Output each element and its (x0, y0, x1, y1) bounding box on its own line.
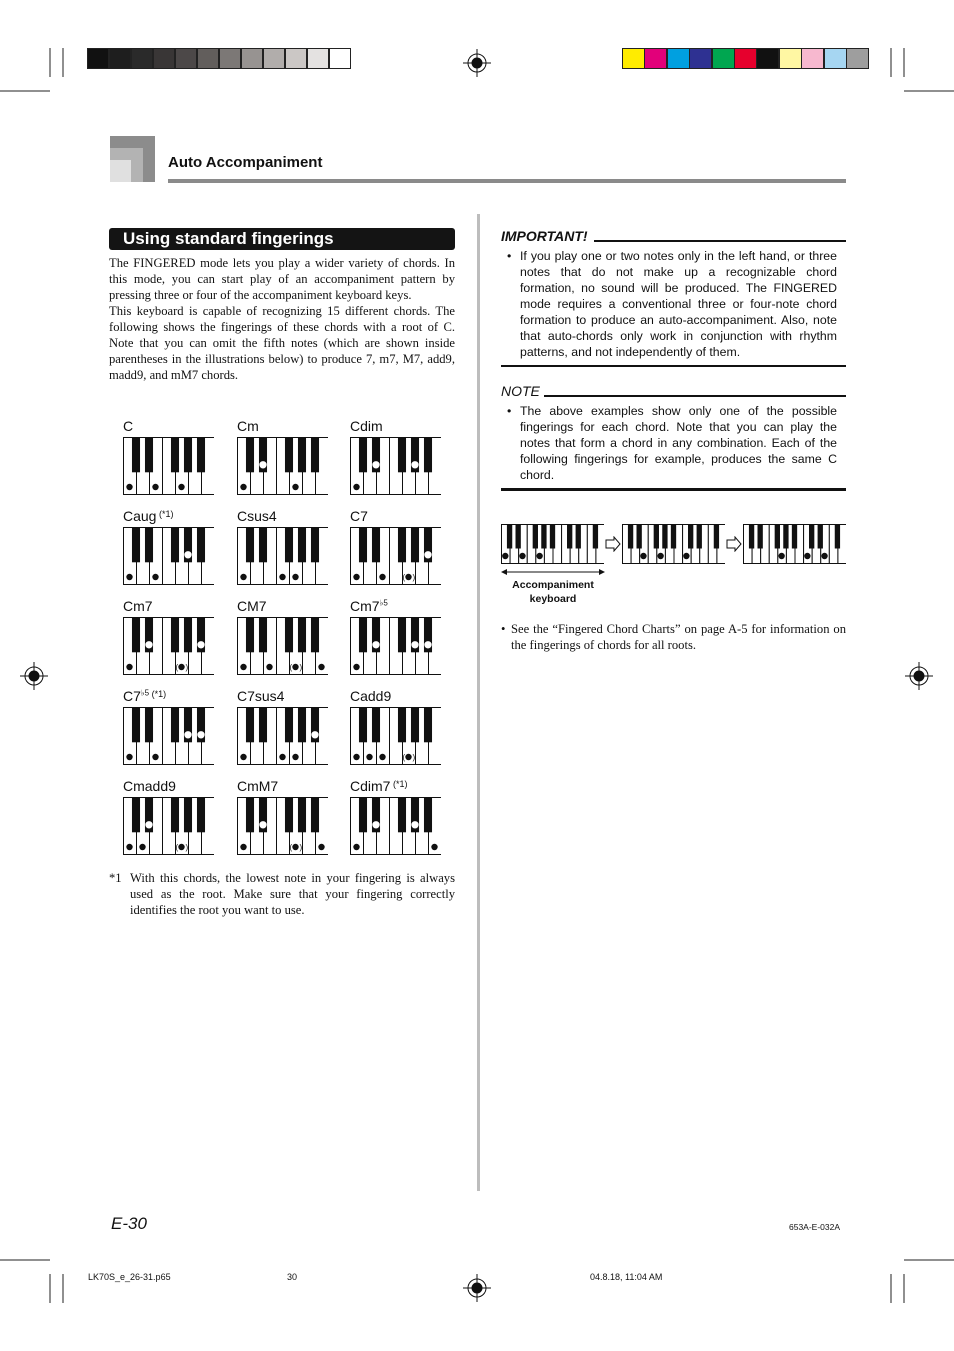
chord-diagram-cdim7 (350, 778, 441, 855)
black-key (411, 528, 419, 563)
black-key (424, 798, 432, 833)
finger-dot (126, 844, 132, 850)
chord-diagram-cm7-flat5 (350, 598, 441, 675)
finger-dot (260, 462, 266, 468)
chord-diagram-c (123, 418, 214, 495)
black-key (171, 438, 179, 473)
right-arrow-icon (726, 536, 742, 552)
chord-name-text: CmM7 (237, 778, 279, 794)
registration-mark-top (463, 49, 491, 77)
optional-note-paren-left: ( (175, 843, 179, 852)
accompaniment-label-line1: Accompaniment (512, 579, 594, 591)
black-key (298, 798, 306, 833)
optional-note-paren-right: ) (299, 663, 303, 672)
accompaniment-label-line2: keyboard (529, 593, 577, 605)
keyboard-diagram (237, 617, 328, 675)
optional-note-paren-right: ) (412, 753, 416, 762)
black-key (259, 618, 267, 653)
black-key (359, 438, 367, 473)
black-key (298, 528, 306, 563)
important-title: IMPORTANT! (501, 228, 588, 244)
finger-dot (146, 642, 152, 648)
finger-dot (312, 732, 318, 738)
chord-diagram-cm7 (237, 598, 328, 675)
black-key (372, 528, 380, 563)
header-rule (168, 179, 846, 183)
optional-note-paren-right: ) (185, 663, 189, 672)
footnote-text: With this chords, the lowest note in your fingering is always used as the root. Make sure that your fingering correctly identifies the root you want to use. (130, 871, 455, 917)
footnote-mark: *1 (109, 871, 122, 885)
finger-dot (260, 822, 266, 828)
chord-name (350, 508, 441, 524)
accompaniment-keyboard-example (743, 524, 846, 564)
black-key (132, 618, 140, 653)
optional-note-paren-left: ( (402, 753, 406, 762)
chord-name-text: C7 (123, 688, 141, 704)
optional-note-paren-left: ( (289, 843, 293, 852)
black-key (171, 618, 179, 653)
finger-dot (289, 843, 298, 852)
chord-diagram-csus4 (237, 508, 328, 585)
keyboard-range-arrow-icon (501, 566, 605, 578)
keyboard-diagram (123, 527, 214, 585)
finger-dot (126, 664, 132, 670)
chord-diagram-c7sus4 (237, 688, 328, 765)
finger-dot (178, 484, 184, 490)
chord-footnote-ref: (*1) (149, 689, 167, 699)
finger-dot (412, 822, 418, 828)
finger-dot (240, 754, 246, 760)
black-key (311, 798, 319, 833)
intro-paragraph-1: The FINGERED mode lets you play a wider variety of chords. In this mode, you can start play of an accompaniment pattern by pressing three or four of the accompaniment keyboard keys. (109, 256, 455, 302)
header-square-icon (110, 136, 155, 182)
keyboard-diagram (123, 617, 214, 675)
black-key (311, 438, 319, 473)
black-key (628, 525, 633, 549)
black-key (507, 525, 512, 549)
right-arrow-icon (605, 536, 621, 552)
black-key (246, 528, 254, 563)
finger-dot (292, 574, 298, 580)
finger-dot (366, 754, 372, 760)
finger-dot (353, 574, 359, 580)
finger-dot (657, 553, 663, 559)
note-bottom-rule (501, 488, 846, 491)
chord-name-text: C (123, 418, 134, 434)
chord-name (350, 418, 441, 434)
black-key (567, 525, 572, 549)
finger-dot (198, 732, 204, 738)
black-key (593, 525, 598, 549)
finger-dot (175, 663, 184, 672)
chord-name-text: Cmadd9 (123, 778, 176, 794)
black-key (197, 438, 205, 473)
finger-dot (240, 664, 246, 670)
finger-dot (821, 553, 827, 559)
finger-dot (373, 822, 379, 828)
registration-mark-right (905, 662, 933, 690)
registration-mark-left (20, 662, 48, 690)
black-key (132, 438, 140, 473)
intro-paragraph-2: This keyboard is capable of recognizing 15 different chords. The following shows the fingerings of these chords with a root of C. Note that you can omit the fifth notes (which are shown inside parentheses in the illustrations below) to produce 7, m7, M7, add9, madd9, and mM7 chords. (109, 304, 455, 382)
finger-dot (240, 844, 246, 850)
keyboard-diagram (123, 707, 214, 765)
finger-dot (412, 642, 418, 648)
black-key (171, 708, 179, 743)
keyboard-diagram (123, 437, 214, 495)
chord-name (237, 598, 328, 614)
finger-dot (353, 754, 359, 760)
chord-name-text: Csus4 (237, 508, 277, 524)
black-key (285, 438, 293, 473)
black-key (197, 528, 205, 563)
finger-dot (152, 754, 158, 760)
black-key (714, 525, 719, 549)
finger-dot (431, 844, 437, 850)
optional-note-paren-left: ( (289, 663, 293, 672)
black-key (298, 618, 306, 653)
finger-dot (778, 553, 784, 559)
black-key (132, 708, 140, 743)
black-key (697, 525, 702, 549)
black-key (246, 618, 254, 653)
black-key (550, 525, 555, 549)
page-number: E-30 (111, 1214, 147, 1233)
black-key (285, 618, 293, 653)
registration-mark-bottom (463, 1274, 491, 1302)
chord-name-text: Cm7 (350, 598, 380, 614)
keyboard-diagram (237, 527, 328, 585)
black-key (298, 438, 306, 473)
finger-dot (139, 844, 145, 850)
finger-dot (425, 552, 431, 558)
black-key (541, 525, 546, 549)
chord-name (123, 598, 214, 614)
finger-dot (502, 553, 508, 559)
finger-dot (185, 732, 191, 738)
important-bottom-rule (501, 365, 846, 367)
finger-dot (185, 552, 191, 558)
keyboard-diagram (350, 437, 441, 495)
black-key (516, 525, 521, 549)
black-key (398, 798, 406, 833)
finger-dot (292, 484, 298, 490)
important-box (501, 228, 846, 244)
black-key (398, 618, 406, 653)
document-code: 653A-E-032A (789, 1222, 841, 1232)
note-title: NOTE (501, 383, 540, 399)
chord-footnote-ref: (*1) (390, 779, 408, 789)
chord-name-text: Cm (237, 418, 259, 434)
note-bullet: • The above examples show only one of the possible fingerings for each chord. Note that you can play the notes that form a chord in any combination. Each of the following fingerings for example, produces the same C chord. (507, 404, 837, 482)
finger-dot (240, 484, 246, 490)
chord-name (237, 778, 328, 794)
important-bullet: • If you play one or two notes only in the left hand, or three notes that do not make up a recognizable chord formation, no sound will be produced. The FINGERED mode requires a conventional three or four-note chord formation to produce an auto-accompaniment. Also, note that auto-chords only work in conjunction with rhythm patterns, and not independently of them. (507, 249, 837, 359)
finger-dot (292, 754, 298, 760)
finger-dot (353, 664, 359, 670)
chord-name (237, 508, 328, 524)
accompaniment-keyboard-example (501, 524, 604, 564)
chord-name-text: C7sus4 (237, 688, 285, 704)
black-key (398, 708, 406, 743)
black-key (411, 708, 419, 743)
finger-dot (412, 462, 418, 468)
black-key (671, 525, 676, 549)
finger-dot (402, 753, 411, 762)
keyboard-diagram (237, 797, 328, 855)
chord-name (350, 688, 441, 704)
black-key (792, 525, 797, 549)
chord-diagram-c7-flat5 (123, 688, 214, 765)
note-text: The above examples show only one of the possible fingerings for each chord. Note that you can play the notes that form a chord in any combination. Each of the following fingerings for example, produces the same C chord. (520, 404, 837, 482)
keyboard-diagram (237, 707, 328, 765)
finger-dot (198, 642, 204, 648)
chord-diagram-cdim (350, 418, 441, 495)
finger-dot (373, 462, 379, 468)
chord-name-text: Cdim7 (350, 778, 391, 794)
black-key (184, 438, 192, 473)
black-key (398, 438, 406, 473)
footnote (109, 870, 455, 918)
see-also-note: • See the “Fingered Chord Charts” on page A-5 for information on the fingerings of chords for all roots. (501, 622, 846, 652)
chord-name (237, 688, 328, 704)
chord-flat5-superscript: ♭5 (140, 688, 150, 698)
chord-name-text: Cm7 (123, 598, 153, 614)
black-key (775, 525, 780, 549)
finger-dot (279, 754, 285, 760)
black-key (533, 525, 538, 549)
important-text: If you play one or two notes only in the left hand, or three notes that do not make up a recognizable chord formation, no sound will be produced. The FINGERED mode requires a conventional three or four-note chord formation to produce an auto-accompaniment. Also, note that auto-chords only work in conjunction with rhythm patterns, and not independently of them. (520, 249, 837, 359)
black-key (171, 798, 179, 833)
black-key (311, 528, 319, 563)
finger-dot (152, 484, 158, 490)
finger-dot (379, 574, 385, 580)
black-key (246, 438, 254, 473)
black-key (132, 528, 140, 563)
keyboard-diagram (237, 437, 328, 495)
chord-diagram-cmm7 (237, 778, 328, 855)
finger-dot (289, 663, 298, 672)
print-page-number: 30 (287, 1272, 298, 1282)
keyboard-diagram (350, 527, 441, 585)
chord-name-text: C7 (350, 508, 368, 524)
note-box (501, 383, 846, 399)
black-key (197, 798, 205, 833)
column-divider (477, 214, 480, 1191)
black-key (749, 525, 754, 549)
black-key (359, 528, 367, 563)
chord-flat5-superscript: ♭5 (379, 598, 388, 608)
finger-dot (126, 484, 132, 490)
black-key (145, 708, 153, 743)
keyboard-diagram (123, 797, 214, 855)
black-key (783, 525, 788, 549)
chord-name (237, 418, 328, 434)
black-key (184, 618, 192, 653)
chord-diagram-cm7 (123, 598, 214, 675)
black-key (637, 525, 642, 549)
finger-dot (279, 574, 285, 580)
section-title: Using standard fingerings (109, 228, 455, 250)
optional-note-paren-right: ) (185, 843, 189, 852)
black-key (184, 798, 192, 833)
see-also-text: See the “Fingered Chord Charts” on page A-5 for information on the fingerings of chords for all roots. (511, 622, 846, 652)
chord-diagram-cmadd9 (123, 778, 214, 855)
black-key (576, 525, 581, 549)
black-key (688, 525, 693, 549)
black-key (424, 438, 432, 473)
black-key (246, 798, 254, 833)
chord-diagram-cm (237, 418, 328, 495)
black-key (171, 528, 179, 563)
black-key (818, 525, 823, 549)
finger-dot (175, 843, 184, 852)
finger-dot (683, 553, 689, 559)
print-date: 04.8.18, 11:04 AM (590, 1272, 663, 1282)
running-header-title: Auto Accompaniment (168, 154, 323, 171)
optional-note-paren-left: ( (402, 573, 406, 582)
accompaniment-keyboard-example (622, 524, 725, 564)
finger-dot (425, 642, 431, 648)
black-key (359, 618, 367, 653)
black-key (662, 525, 667, 549)
black-key (285, 708, 293, 743)
chord-name (350, 778, 441, 794)
black-key (424, 708, 432, 743)
chord-name-text: CM7 (237, 598, 267, 614)
chord-name (123, 508, 214, 524)
finger-dot (519, 553, 525, 559)
optional-note-paren-left: ( (175, 663, 179, 672)
black-key (145, 528, 153, 563)
finger-dot (402, 573, 411, 582)
finger-dot (353, 484, 359, 490)
black-key (285, 528, 293, 563)
black-key (259, 528, 267, 563)
finger-dot (240, 574, 246, 580)
black-key (285, 798, 293, 833)
keyboard-diagram (350, 797, 441, 855)
finger-dot (318, 664, 324, 670)
chord-name (123, 418, 214, 434)
chord-name-text: Cadd9 (350, 688, 392, 704)
chord-name (350, 598, 441, 614)
finger-dot (536, 553, 542, 559)
finger-dot (126, 754, 132, 760)
finger-dot (353, 844, 359, 850)
black-key (758, 525, 763, 549)
black-key (359, 798, 367, 833)
intro-text (109, 255, 455, 383)
finger-dot (146, 822, 152, 828)
finger-dot (126, 574, 132, 580)
chord-name (123, 778, 214, 794)
chord-name-text: Caug (123, 508, 157, 524)
keyboard-diagram (350, 707, 441, 765)
chord-name-text: Cdim (350, 418, 383, 434)
black-key (372, 708, 380, 743)
black-key (398, 528, 406, 563)
chord-diagram-c7 (350, 508, 441, 585)
print-file-name: LK70S_e_26-31.p65 (88, 1272, 171, 1282)
chord-diagram-cadd9 (350, 688, 441, 765)
black-key (311, 618, 319, 653)
black-key (145, 438, 153, 473)
finger-dot (379, 754, 385, 760)
finger-dot (804, 553, 810, 559)
finger-dot (152, 574, 158, 580)
black-key (654, 525, 659, 549)
optional-note-paren-right: ) (412, 573, 416, 582)
chord-name (123, 688, 214, 704)
black-key (809, 525, 814, 549)
black-key (246, 708, 254, 743)
chord-diagram-caug (123, 508, 214, 585)
keyboard-diagram (350, 617, 441, 675)
finger-dot (318, 844, 324, 850)
black-key (835, 525, 840, 549)
optional-note-paren-right: ) (299, 843, 303, 852)
black-key (259, 708, 267, 743)
black-key (132, 798, 140, 833)
black-key (298, 708, 306, 743)
finger-dot (266, 664, 272, 670)
chord-footnote-ref: (*1) (156, 509, 174, 519)
black-key (359, 708, 367, 743)
finger-dot (640, 553, 646, 559)
accompaniment-keyboard-label (501, 578, 605, 606)
finger-dot (373, 642, 379, 648)
